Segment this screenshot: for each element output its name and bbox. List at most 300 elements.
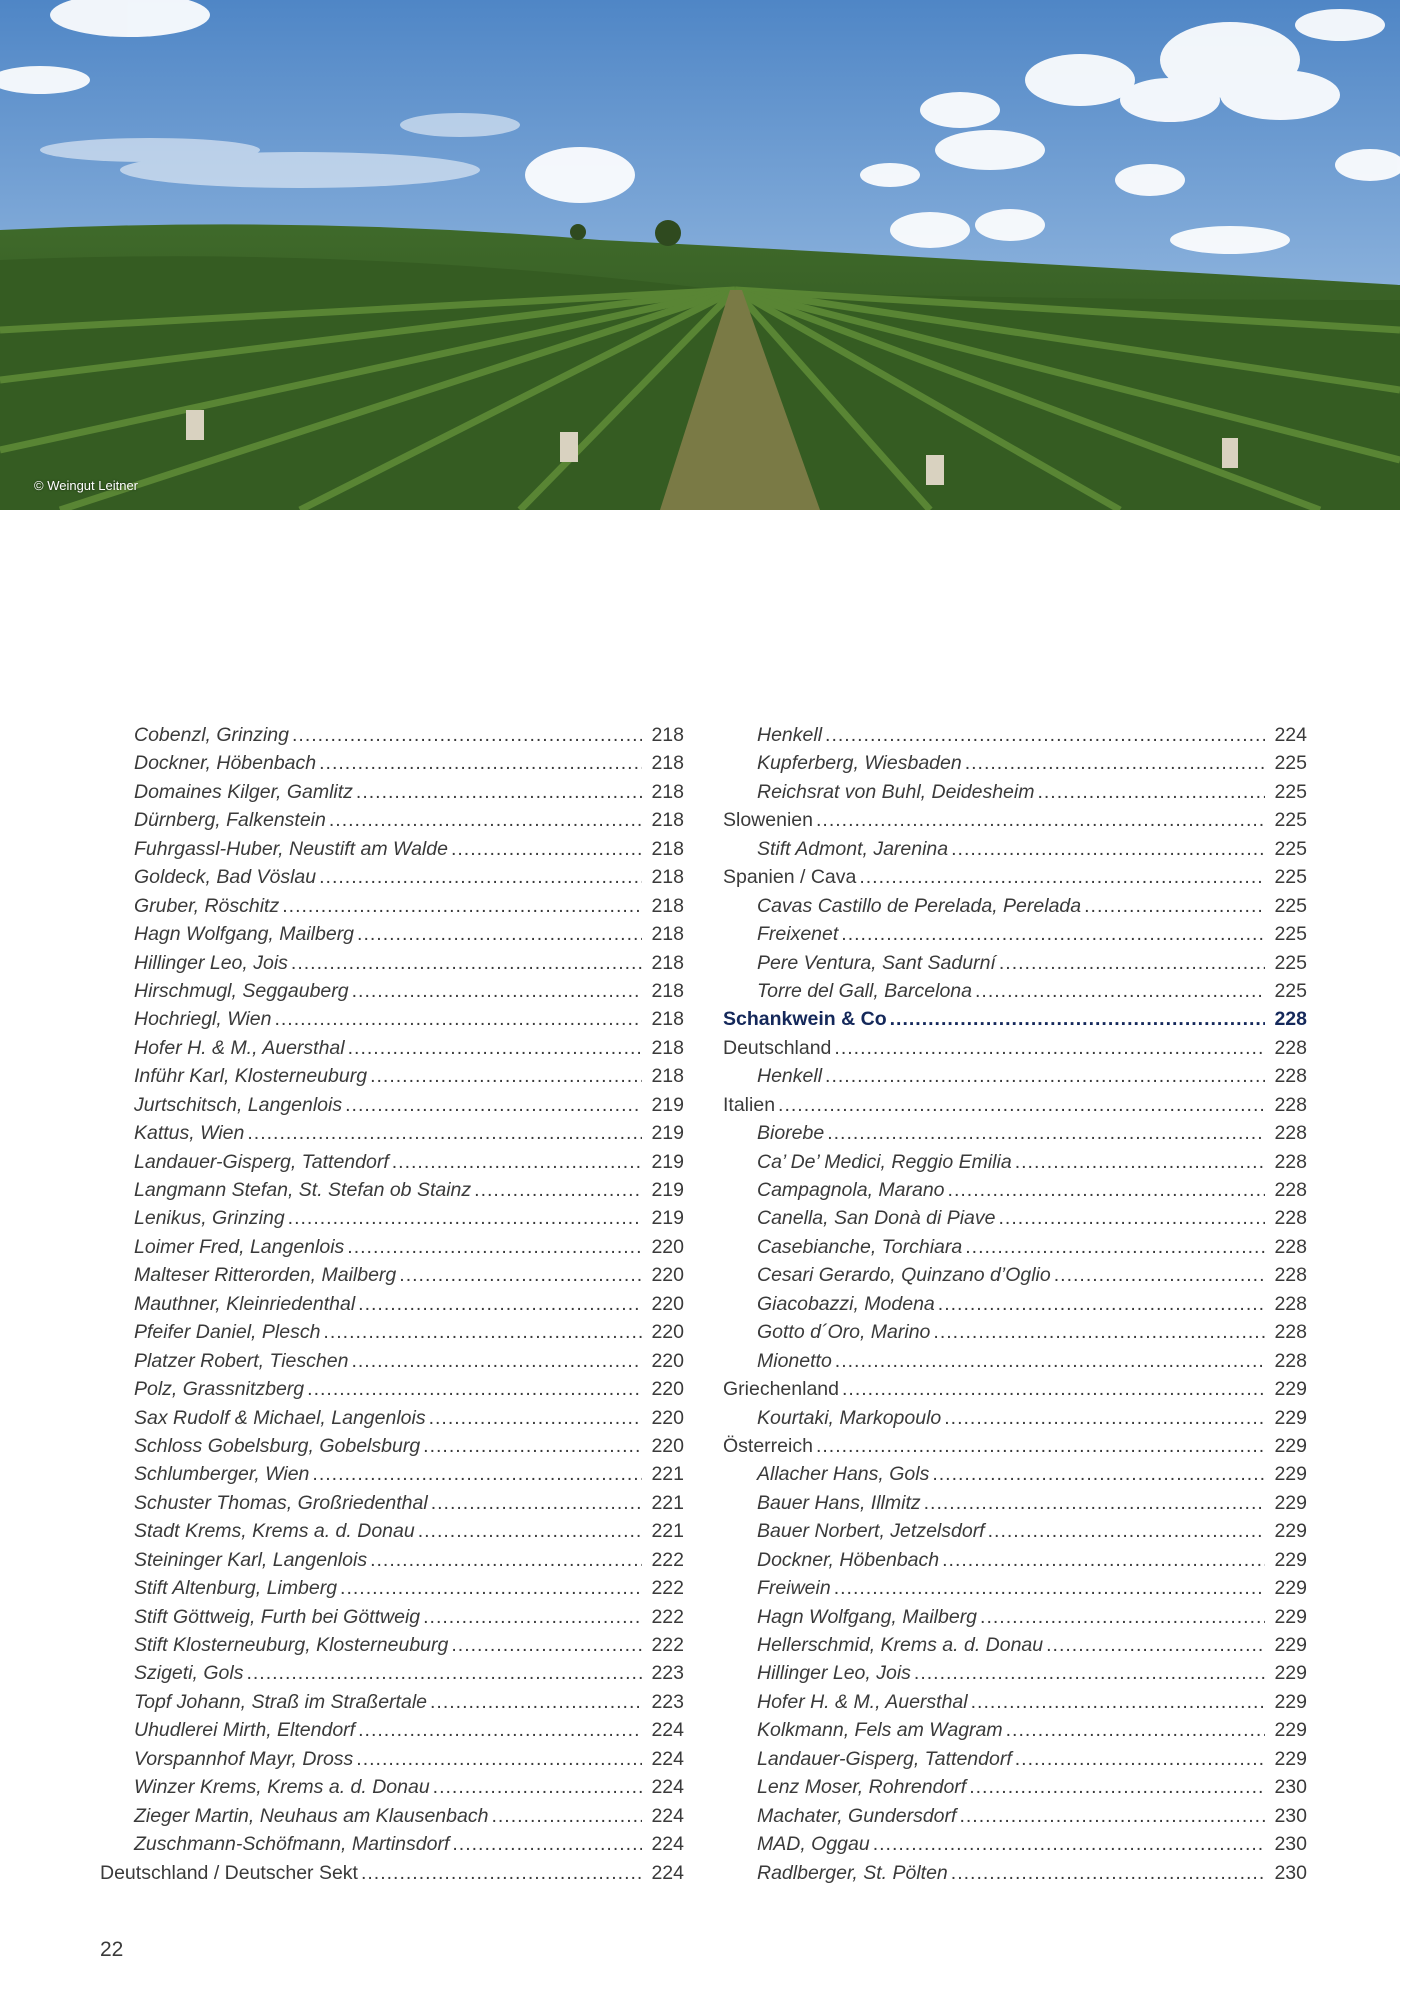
index-column-right — [723, 721, 1307, 1887]
entry-page-number: 222 — [651, 1605, 684, 1628]
entry-label: Dürnberg, Falkenstein — [134, 809, 326, 832]
index-entry — [723, 1659, 1307, 1687]
index-entry — [100, 778, 684, 806]
dot-leader — [474, 1176, 642, 1204]
entry-label: Kupferberg, Wiesbaden — [757, 752, 962, 775]
dot-leader — [1054, 1261, 1265, 1289]
dot-leader — [969, 1773, 1265, 1801]
entry-page-number: 218 — [651, 837, 684, 860]
entry-page-number: 223 — [651, 1690, 684, 1713]
entry-label: Machater, Gundersdorf — [757, 1804, 957, 1827]
entry-page-number: 218 — [651, 1065, 684, 1088]
index-entry — [723, 949, 1307, 977]
entry-label: Hagn Wolfgang, Mailberg — [134, 923, 355, 946]
dot-leader — [352, 977, 642, 1005]
entry-page-number: 224 — [651, 1747, 684, 1770]
entry-page-number: 229 — [1274, 1719, 1307, 1742]
index-entry — [100, 1859, 684, 1887]
entry-page-number: 229 — [1274, 1434, 1307, 1457]
dot-leader — [323, 1318, 642, 1346]
entry-page-number: 229 — [1274, 1747, 1307, 1770]
dot-leader — [999, 949, 1265, 977]
entry-label: Cavas Castillo de Perelada, Perelada — [757, 894, 1082, 917]
entry-label: Hirschmugl, Seggauberg — [134, 979, 349, 1002]
dot-leader — [942, 1546, 1265, 1574]
index-entry — [723, 778, 1307, 806]
dot-leader — [841, 920, 1265, 948]
index-entry — [723, 1574, 1307, 1602]
entry-label: Hagn Wolfgang, Mailberg — [757, 1605, 978, 1628]
entry-page-number: 229 — [1274, 1520, 1307, 1543]
entry-page-number: 228 — [1274, 1235, 1307, 1258]
entry-label: Hofer H. & M., Auersthal — [134, 1036, 345, 1059]
index-entry — [723, 721, 1307, 749]
entry-label: Ca’ De’ Medici, Reggio Emilia — [757, 1150, 1012, 1173]
dot-leader — [392, 1148, 642, 1176]
index-entry — [100, 920, 684, 948]
dot-leader — [345, 1091, 642, 1119]
index-entry — [723, 1233, 1307, 1261]
entry-label: Inführ Karl, Klosterneuburg — [134, 1065, 368, 1088]
dot-leader — [319, 749, 642, 777]
index-entry — [723, 1005, 1307, 1033]
entry-page-number: 218 — [651, 866, 684, 889]
entry-page-number: 225 — [1274, 894, 1307, 917]
index-entry — [723, 1290, 1307, 1318]
index-entry — [723, 806, 1307, 834]
dot-leader — [859, 863, 1265, 891]
index-entry — [100, 1830, 684, 1858]
dot-leader — [433, 1773, 642, 1801]
dot-leader — [999, 1204, 1266, 1232]
entry-page-number: 218 — [651, 780, 684, 803]
entry-label: Griechenland — [723, 1378, 839, 1401]
index-entry — [100, 1489, 684, 1517]
entry-page-number: 225 — [1274, 951, 1307, 974]
entry-page-number: 219 — [651, 1179, 684, 1201]
entry-page-number: 229 — [1274, 1577, 1307, 1600]
index-entry — [723, 1688, 1307, 1716]
entry-page-number: 220 — [651, 1264, 684, 1287]
entry-page-number: 229 — [1274, 1605, 1307, 1628]
entry-label: Cobenzl, Grinzing — [134, 724, 289, 746]
entry-page-number: 228 — [1274, 1321, 1307, 1344]
entry-page-number: 228 — [1274, 1349, 1307, 1372]
index-entry — [723, 1091, 1307, 1119]
entry-page-number: 218 — [651, 724, 684, 746]
entry-label: Zuschmann-Schöfmann, Martinsdorf — [134, 1833, 450, 1856]
entry-label: Spanien / Cava — [723, 866, 857, 889]
index-entry — [100, 1005, 684, 1033]
entry-label: Österreich — [723, 1434, 813, 1457]
entry-page-number: 224 — [651, 1861, 684, 1884]
index-entry — [100, 863, 684, 891]
dot-leader — [1046, 1631, 1265, 1659]
entry-label: Stift Göttweig, Furth bei Göttweig — [134, 1605, 421, 1628]
entry-label: Kattus, Wien — [134, 1122, 245, 1145]
entry-page-number: 230 — [1274, 1833, 1307, 1856]
entry-label: Hillinger Leo, Jois — [134, 951, 288, 974]
dot-leader — [418, 1517, 642, 1545]
entry-label: Torre del Gall, Barcelona — [757, 979, 972, 1002]
dot-leader — [370, 1546, 642, 1574]
dot-leader — [348, 1034, 642, 1062]
index-entry — [723, 977, 1307, 1005]
entry-page-number: 218 — [651, 1008, 684, 1031]
index-entry — [100, 1404, 684, 1432]
index-entry — [100, 1659, 684, 1687]
dot-leader — [873, 1830, 1265, 1858]
index-entry — [100, 1688, 684, 1716]
entry-label: Allacher Hans, Gols — [757, 1463, 930, 1486]
entry-label: Dockner, Höbenbach — [757, 1548, 940, 1571]
index-entry — [723, 1546, 1307, 1574]
dot-leader — [399, 1261, 642, 1289]
entry-label: Bauer Hans, Illmitz — [757, 1491, 921, 1514]
index-entry — [100, 977, 684, 1005]
entry-page-number: 225 — [1274, 979, 1307, 1002]
dot-leader — [307, 1375, 642, 1403]
dot-leader — [246, 1659, 642, 1687]
entry-label: Gotto d´Oro, Marino — [757, 1321, 931, 1344]
entry-page-number: 220 — [651, 1378, 684, 1401]
entry-label: Polz, Grassnitzberg — [134, 1378, 305, 1401]
dot-leader — [1006, 1716, 1265, 1744]
entry-label: Deutschland — [723, 1036, 832, 1059]
entry-page-number: 225 — [1274, 866, 1307, 889]
entry-page-number: 218 — [651, 951, 684, 974]
dot-leader — [944, 1404, 1265, 1432]
entry-page-number: 218 — [651, 894, 684, 917]
entry-label: Kolkmann, Fels am Wagram — [757, 1719, 1003, 1742]
dot-leader — [778, 1091, 1265, 1119]
index-entry — [100, 1148, 684, 1176]
dot-leader — [329, 806, 642, 834]
dot-leader — [452, 1830, 642, 1858]
index-entry — [100, 1460, 684, 1488]
entry-page-number: 225 — [1274, 923, 1307, 946]
entry-label: Platzer Robert, Tieschen — [134, 1349, 349, 1372]
entry-label: Pere Ventura, Sant Sadurní — [757, 951, 996, 974]
entry-label: Uhudlerei Mirth, Eltendorf — [134, 1719, 356, 1742]
entry-label: Jurtschitsch, Langenlois — [134, 1093, 343, 1116]
dot-leader — [825, 721, 1265, 749]
entry-label: Stadt Krems, Krems a. d. Donau — [134, 1520, 415, 1543]
index-entry — [723, 1859, 1307, 1887]
entry-page-number: 220 — [651, 1434, 684, 1457]
index-entry — [723, 835, 1307, 863]
entry-page-number: 229 — [1274, 1634, 1307, 1656]
index-entry — [723, 1375, 1307, 1403]
index-entry — [100, 1119, 684, 1147]
entry-label: Zieger Martin, Neuhaus am Klausenbach — [134, 1804, 489, 1827]
index-entry — [723, 1148, 1307, 1176]
index-entry — [723, 1119, 1307, 1147]
entry-label: Vorspannhof Mayr, Dross — [134, 1747, 354, 1770]
entry-label: Langmann Stefan, St. Stefan ob Stainz — [134, 1179, 472, 1201]
entry-page-number: 223 — [651, 1662, 684, 1685]
index-entry — [100, 721, 684, 749]
entry-label: Domaines Kilger, Gamlitz — [134, 780, 353, 803]
index-entry — [100, 1716, 684, 1744]
index-entry — [723, 1802, 1307, 1830]
entry-label: Lenz Moser, Rohrendorf — [757, 1776, 967, 1799]
entry-page-number: 228 — [1274, 1207, 1307, 1230]
dot-leader — [288, 1204, 642, 1232]
entry-label: Landauer-Gisperg, Tattendorf — [757, 1747, 1012, 1770]
dot-leader — [351, 1347, 642, 1375]
dot-leader — [959, 1802, 1265, 1830]
entry-label: Schloss Gobelsburg, Gobelsburg — [134, 1434, 421, 1457]
index-entry — [100, 1261, 684, 1289]
index-column-left — [100, 721, 684, 1887]
entry-page-number: 228 — [1274, 1150, 1307, 1173]
entry-label: Stift Klosterneuburg, Klosterneuburg — [134, 1634, 449, 1656]
dot-leader — [816, 1432, 1265, 1460]
index-entry — [723, 1603, 1307, 1631]
dot-leader — [951, 1859, 1265, 1887]
entry-page-number: 224 — [651, 1776, 684, 1799]
dot-leader — [358, 1290, 642, 1318]
index-entry — [100, 1318, 684, 1346]
index-entry — [723, 1062, 1307, 1090]
entry-page-number: 225 — [1274, 780, 1307, 803]
index-entry — [100, 1517, 684, 1545]
dot-leader — [282, 892, 642, 920]
dot-leader — [951, 835, 1265, 863]
dot-leader — [292, 721, 642, 749]
entry-page-number: 222 — [651, 1577, 684, 1600]
entry-page-number: 221 — [651, 1491, 684, 1514]
entry-page-number: 224 — [651, 1804, 684, 1827]
dot-leader — [980, 1603, 1265, 1631]
entry-page-number: 229 — [1274, 1548, 1307, 1571]
entry-page-number: 220 — [651, 1235, 684, 1258]
index-entry — [100, 806, 684, 834]
index-entry — [723, 1347, 1307, 1375]
entry-label: Hillinger Leo, Jois — [757, 1662, 911, 1685]
index-entry — [100, 1745, 684, 1773]
entry-page-number: 230 — [1274, 1776, 1307, 1799]
entry-label: Schuster Thomas, Großriedenthal — [134, 1491, 428, 1514]
index-entry — [100, 1802, 684, 1830]
index-entry — [723, 1261, 1307, 1289]
index-entry — [100, 835, 684, 863]
index-entry — [100, 1347, 684, 1375]
index-entry — [100, 1603, 684, 1631]
dot-leader — [423, 1432, 642, 1460]
dot-leader — [842, 1375, 1265, 1403]
entry-page-number: 222 — [651, 1548, 684, 1571]
index-entry — [723, 1631, 1307, 1659]
entry-label: Campagnola, Marano — [757, 1179, 945, 1201]
entry-label: Mionetto — [757, 1349, 832, 1372]
entry-label: Reichsrat von Buhl, Deidesheim — [757, 780, 1035, 803]
entry-page-number: 219 — [651, 1150, 684, 1173]
index-entry — [723, 1830, 1307, 1858]
entry-label: Radlberger, St. Pölten — [757, 1861, 948, 1884]
entry-label: Canella, San Donà di Piave — [757, 1207, 996, 1230]
index-entry — [723, 863, 1307, 891]
dot-leader — [825, 1062, 1265, 1090]
entry-label: Hellerschmid, Krems a. d. Donau — [757, 1634, 1044, 1656]
entry-label: Stift Altenburg, Limberg — [134, 1577, 338, 1600]
dot-leader — [965, 749, 1265, 777]
entry-page-number: 220 — [651, 1292, 684, 1315]
index-entry — [723, 749, 1307, 777]
entry-label: Szigeti, Gols — [134, 1662, 244, 1685]
dot-leader — [1037, 778, 1265, 806]
entry-page-number: 220 — [651, 1321, 684, 1344]
entry-page-number: 229 — [1274, 1662, 1307, 1685]
entry-page-number: 220 — [651, 1406, 684, 1429]
index-entry — [723, 892, 1307, 920]
dot-leader — [924, 1489, 1265, 1517]
entry-label: Landauer-Gisperg, Tattendorf — [134, 1150, 389, 1173]
entry-page-number: 218 — [651, 1036, 684, 1059]
entry-page-number: 228 — [1274, 1065, 1307, 1088]
entry-page-number: 228 — [1274, 1008, 1307, 1031]
entry-page-number: 221 — [651, 1463, 684, 1486]
entry-label: Loimer Fred, Langenlois — [134, 1235, 345, 1258]
entry-label: Topf Johann, Straß im Straßertale — [134, 1690, 427, 1713]
entry-label: Pfeifer Daniel, Plesch — [134, 1321, 321, 1344]
index-entry — [723, 1517, 1307, 1545]
entry-label: Freixenet — [757, 923, 839, 946]
index-entry — [100, 949, 684, 977]
entry-page-number: 229 — [1274, 1690, 1307, 1713]
entry-label: Gruber, Röschitz — [134, 894, 280, 917]
entry-label: Sax Rudolf & Michael, Langenlois — [134, 1406, 426, 1429]
index-entry — [100, 1204, 684, 1232]
entry-label: MAD, Oggau — [757, 1833, 870, 1856]
entry-page-number: 218 — [651, 752, 684, 775]
index-entry — [100, 1773, 684, 1801]
index-entry — [723, 1318, 1307, 1346]
entry-page-number: 228 — [1274, 1179, 1307, 1201]
dot-leader — [932, 1460, 1265, 1488]
entry-label: Cesari Gerardo, Quinzano d’Oglio — [757, 1264, 1051, 1287]
entry-label: Bauer Norbert, Jetzelsdorf — [757, 1520, 985, 1543]
dot-leader — [274, 1005, 642, 1033]
entry-page-number: 228 — [1274, 1093, 1307, 1116]
dot-leader — [423, 1603, 642, 1631]
entry-label: Schankwein & Co — [723, 1008, 887, 1031]
entry-page-number: 230 — [1274, 1804, 1307, 1827]
index-entry — [723, 1404, 1307, 1432]
entry-label: Schlumberger, Wien — [134, 1463, 310, 1486]
entry-label: Biorebe — [757, 1122, 825, 1145]
index-entry — [100, 1631, 684, 1659]
entry-page-number: 229 — [1274, 1491, 1307, 1514]
dot-leader — [491, 1802, 642, 1830]
entry-label: Deutschland / Deutscher Sekt — [100, 1861, 358, 1884]
dot-leader — [431, 1489, 642, 1517]
dot-leader — [451, 1631, 642, 1659]
entry-page-number: 230 — [1274, 1861, 1307, 1884]
index-entry — [100, 1233, 684, 1261]
entry-label: Hofer H. & M., Auersthal — [757, 1690, 968, 1713]
dot-leader — [971, 1688, 1265, 1716]
index-entry — [100, 749, 684, 777]
dot-leader — [340, 1574, 642, 1602]
entry-label: Malteser Ritterorden, Mailberg — [134, 1264, 397, 1287]
entry-label: Fuhrgassl-Huber, Neustift am Walde — [134, 837, 448, 860]
photo-credit: © Weingut Leitner — [34, 478, 139, 493]
dot-leader — [451, 835, 642, 863]
entry-page-number: 229 — [1274, 1378, 1307, 1401]
entry-page-number: 219 — [651, 1093, 684, 1116]
entry-label: Hochriegl, Wien — [134, 1008, 272, 1031]
entry-label: Freiwein — [757, 1577, 831, 1600]
index-entry — [723, 1745, 1307, 1773]
dot-leader — [1015, 1745, 1265, 1773]
dot-leader — [914, 1659, 1265, 1687]
dot-leader — [430, 1688, 642, 1716]
dot-leader — [361, 1859, 642, 1887]
index-entry — [723, 1034, 1307, 1062]
dot-leader — [356, 1745, 642, 1773]
index-entry — [723, 1176, 1307, 1204]
dot-leader — [312, 1460, 642, 1488]
entry-label: Casebianche, Torchiara — [757, 1235, 963, 1258]
entry-label: Winzer Krems, Krems a. d. Donau — [134, 1776, 430, 1799]
dot-leader — [965, 1233, 1265, 1261]
dot-leader — [1015, 1148, 1265, 1176]
entry-label: Giacobazzi, Modena — [757, 1292, 935, 1315]
dot-leader — [834, 1574, 1265, 1602]
dot-leader — [370, 1062, 642, 1090]
entry-page-number: 219 — [651, 1122, 684, 1145]
dot-leader — [975, 977, 1265, 1005]
index-entry — [100, 1375, 684, 1403]
entry-label: Slowenien — [723, 809, 813, 832]
entry-page-number: 225 — [1274, 752, 1307, 775]
dot-leader — [890, 1005, 1265, 1033]
dot-leader — [356, 778, 642, 806]
dot-leader — [1084, 892, 1265, 920]
dot-leader — [319, 863, 642, 891]
entry-page-number: 218 — [651, 923, 684, 946]
index-entry — [100, 1034, 684, 1062]
index-entry — [723, 1489, 1307, 1517]
index-entry — [100, 1176, 684, 1204]
dot-leader — [358, 1716, 642, 1744]
index-entry — [100, 1432, 684, 1460]
entry-page-number: 229 — [1274, 1463, 1307, 1486]
entry-label: Kourtaki, Markopoulo — [757, 1406, 942, 1429]
entry-page-number: 220 — [651, 1349, 684, 1372]
dot-leader — [291, 949, 642, 977]
vineyard-photo — [0, 0, 1400, 510]
entry-label: Italien — [723, 1093, 776, 1116]
entry-page-number: 225 — [1274, 809, 1307, 832]
entry-label: Stift Admont, Jarenina — [757, 837, 949, 860]
dot-leader — [933, 1318, 1265, 1346]
index-entry — [723, 1716, 1307, 1744]
entry-page-number: 218 — [651, 809, 684, 832]
index-entry — [723, 1204, 1307, 1232]
index-entry — [100, 1546, 684, 1574]
index-entry — [100, 1091, 684, 1119]
dot-leader — [948, 1176, 1265, 1204]
index-entry — [723, 1773, 1307, 1801]
dot-leader — [357, 920, 642, 948]
entry-label: Henkell — [757, 724, 823, 746]
entry-page-number: 218 — [651, 979, 684, 1002]
entry-page-number: 228 — [1274, 1122, 1307, 1145]
index-entry — [100, 892, 684, 920]
